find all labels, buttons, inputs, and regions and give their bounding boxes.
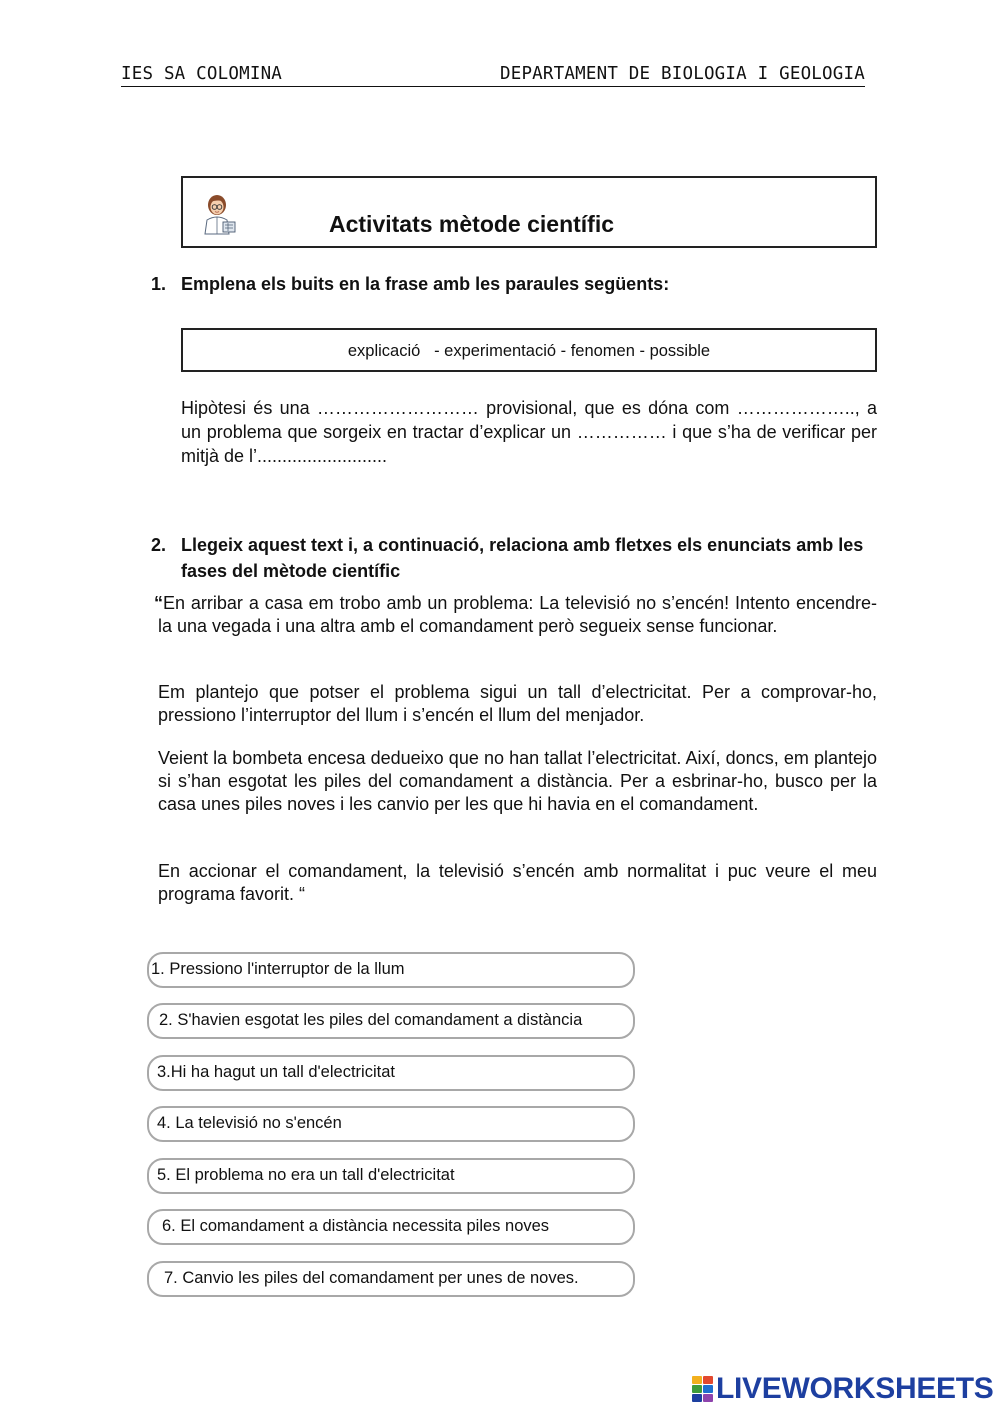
fill-in-text: Hipòtesi és una ……………………… provisional, que es dóna com ……………….., a un problema que sorgeix en tractar d’explicar un …………… i que s’ha de verificar per mitjà de l’..........................: [181, 398, 877, 466]
option-box[interactable]: [147, 1209, 635, 1245]
option-label: 3.Hi ha hagut un tall d'electricitat: [157, 1063, 395, 1081]
question-2-text: Llegeix aquest text i, a continuació, relaciona amb fletxes els enunciats amb les fases del mètode científic: [181, 535, 864, 581]
option-label: 5. El problema no era un tall d'electricitat: [157, 1166, 455, 1184]
question-1-text: Emplena els buits en la frase amb les paraules següents:: [181, 274, 670, 294]
title-box: [181, 176, 877, 248]
option-box[interactable]: [147, 1261, 635, 1297]
header-underline: [121, 86, 865, 87]
option-label: 1. Pressiono l'interruptor de la llum: [151, 960, 405, 978]
option-box[interactable]: [147, 1055, 635, 1091]
open-quote: “: [154, 593, 163, 613]
option-box[interactable]: [147, 952, 635, 988]
page-title: Activitats mètode científic: [329, 211, 615, 237]
story-paragraph-2: Em plantejo que potser el problema sigui un tall d’electricitat. Per a comprovar-ho, pressiono l’interruptor del llum i s’encén el llum del menjador.: [158, 682, 877, 725]
question-1-number: 1.: [151, 274, 167, 294]
option-label: 4. La televisió no s'encén: [157, 1114, 342, 1132]
story-paragraph-1: En arribar a casa em trobo amb un problema: La televisió no s’encén! Intento encendre-la una vegada i una altra amb el comandament però segueix sense funcionar.: [158, 593, 877, 636]
option-box[interactable]: [147, 1106, 635, 1142]
page-header: [121, 64, 865, 88]
word-bank: explicació - experimentació - fenomen - possible: [181, 328, 877, 372]
option-label: 6. El comandament a distància necessita piles noves: [162, 1217, 550, 1235]
option-label: 2. S'havien esgotat les piles del comandament a distància: [159, 1011, 583, 1029]
liveworksheets-logo-icon: [692, 1376, 714, 1402]
story-paragraph-4: En accionar el comandament, la televisió s’encén amb normalitat i puc veure el meu programa favorit. “: [158, 861, 877, 904]
option-label: 7. Canvio les piles del comandament per unes de noves.: [164, 1269, 579, 1287]
option-box[interactable]: [147, 1158, 635, 1194]
story-paragraph: [154, 592, 877, 638]
question-2-number: 2.: [151, 535, 167, 555]
option-box[interactable]: [147, 1003, 635, 1039]
school-name: IES SA COLOMINA: [121, 64, 283, 84]
story-paragraph-3: Veient la bombeta encesa dedueixo que no han tallat l’electricitat. Així, doncs, em plantejo si s’han esgotat les piles del comandament a distància. Per a esbrinar-ho, busco per la casa unes piles noves i les canvio per les que hi havia en el comandament.: [158, 748, 877, 814]
scientist-avatar-icon: [199, 192, 237, 236]
department-name: DEPARTAMENT DE BIOLOGIA I GEOLOGIA: [499, 64, 865, 84]
brand-name: LIVEWORKSHEETS: [716, 1372, 994, 1405]
